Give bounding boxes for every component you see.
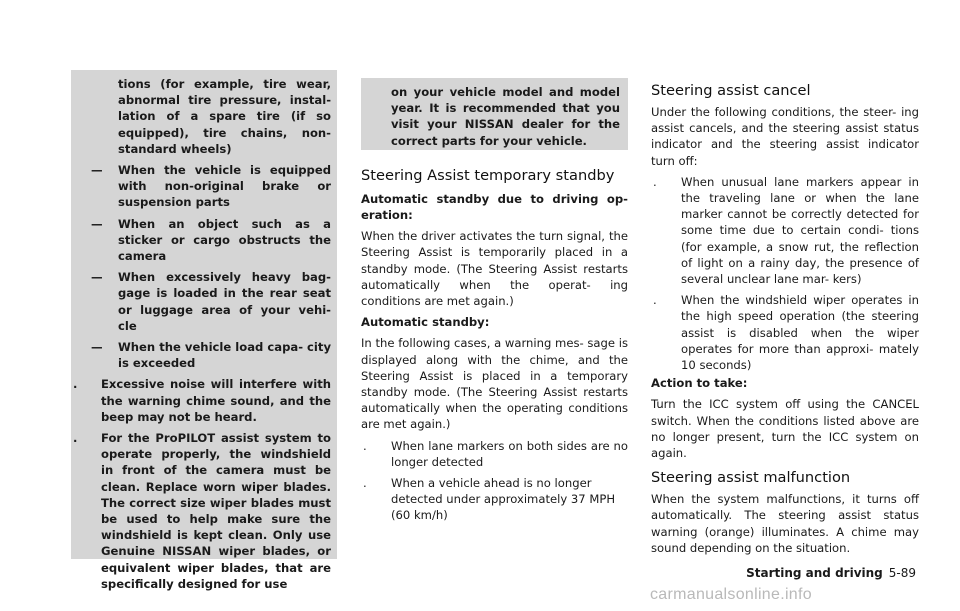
paragraph-driving-operation: When the driver activates the turn signal, the Steering Assist is temporarily placed in a standby mode. (The Steering Assist restarts automatically when the operat- ing conditions are met again.) [361, 229, 628, 309]
caution-shaded-text: on your vehicle model and model year. It is recommended that you visit your NISSAN dealer for the correct parts for your vehicle. [391, 85, 620, 148]
dash-text: When the vehicle is equipped with non-original brake or suspension parts [118, 163, 331, 210]
dash-item [71, 162, 331, 211]
bullet-text: Excessive noise will interfere with the warning chime sound, and the beep may not be heard. [101, 377, 331, 424]
right-column [651, 82, 919, 556]
dash-mark: — [91, 270, 103, 285]
bullet-item [651, 174, 919, 287]
page-footer [716, 566, 916, 580]
bullet-item [71, 430, 331, 592]
subheading-action-to-take: Action to take: [651, 376, 748, 391]
bullet-item [361, 475, 628, 524]
bullet-text: When unusual lane markers appear in the traveling lane or when the lane marker cannot be correctly detected for some time due to certain condi- tions (for example, a snow rut, the reflection of light on a rainy day, the presence of several unclear lane mar- kers) [681, 174, 919, 287]
heading-steering-assist-malfunction: Steering assist malfunction [651, 469, 851, 487]
bullet-mark: . [363, 476, 367, 491]
heading-temporary-standby: Steering Assist temporary standby [361, 166, 615, 184]
bullet-text: When the windshield wiper operates in the high speed operation (the steering assist is disabled when the wiper operates for more than approxi- mately 10 seconds) [681, 293, 919, 373]
paragraph-malfunction: When the system malfunctions, it turns off automatically. The steering assist status warning (orange) illuminates. A chime may sound depending on the situation. [651, 492, 919, 555]
bullet-item [651, 292, 919, 373]
bullet-mark: . [73, 377, 78, 392]
middle-column [361, 84, 628, 524]
page-number: 5-89 [888, 566, 916, 580]
dash-text: When excessively heavy bag- gage is loaded in the rear seat or luggage area of your vehi- cle [118, 270, 331, 333]
dash-item [71, 269, 331, 334]
subheading-automatic-standby: Automatic standby: [361, 315, 490, 330]
bullet-text: When lane markers on both sides are no longer detected [391, 438, 628, 469]
dash-mark: — [91, 163, 103, 178]
bullet-mark: . [653, 293, 657, 308]
dash-mark: — [91, 216, 103, 231]
dash-item [71, 339, 331, 371]
bullet-text: For the ProPILOT assist system to operate properly, the windshield in front of the camera must be clean. Replace worn wiper blades. The correct size wiper blades must be used to help make sure the windshield is kept clean. Only use Genuine NISSAN wiper blades, or equivalent wiper blades, that are specifically designed for use [101, 431, 331, 591]
bullet-mark: . [363, 438, 367, 453]
heading-steering-assist-cancel: Steering assist cancel [651, 82, 811, 99]
bullet-text: When a vehicle ahead is no longer detected under approximately 37 MPH (60 km/h) [391, 476, 616, 523]
bullet-item [361, 438, 628, 470]
caution-continuation: tions (for example, tire wear, abnormal tire pressure, instal- lation of a spare tire (if so equipped), tire chains, non- standard wheels) [118, 77, 331, 156]
subheading-driving-operation: Automatic standby due to driving op- eration: [361, 191, 628, 223]
paragraph-cancel-conditions: Under the following conditions, the steer- ing assist cancels, and the steering assist status indicator and the steering assist indicator turn off: [651, 105, 919, 168]
dash-text: When an object such as a sticker or cargo obstructs the camera [118, 216, 331, 264]
footer-section-title: Starting and driving [746, 566, 883, 580]
dash-item [71, 216, 331, 265]
bullet-mark: . [73, 431, 78, 446]
dash-mark: — [91, 340, 103, 355]
bullet-mark: . [653, 174, 657, 189]
paragraph-automatic-standby: In the following cases, a warning mes- sage is displayed along with the chime, and the Steering Assist is placed in a temporary standby mode. (The Steering Assist restarts automatically when the operating conditions are met again.) [361, 336, 628, 432]
dash-text: When the vehicle load capa- city is exceeded [118, 340, 331, 371]
bullet-item [71, 376, 331, 425]
left-column [71, 76, 331, 592]
watermark-text: carmanualsonline.info [650, 586, 812, 603]
paragraph-action-to-take: Turn the ICC system off using the CANCEL switch. When the conditions listed above are no longer present, turn the ICC system on again. [651, 397, 919, 461]
